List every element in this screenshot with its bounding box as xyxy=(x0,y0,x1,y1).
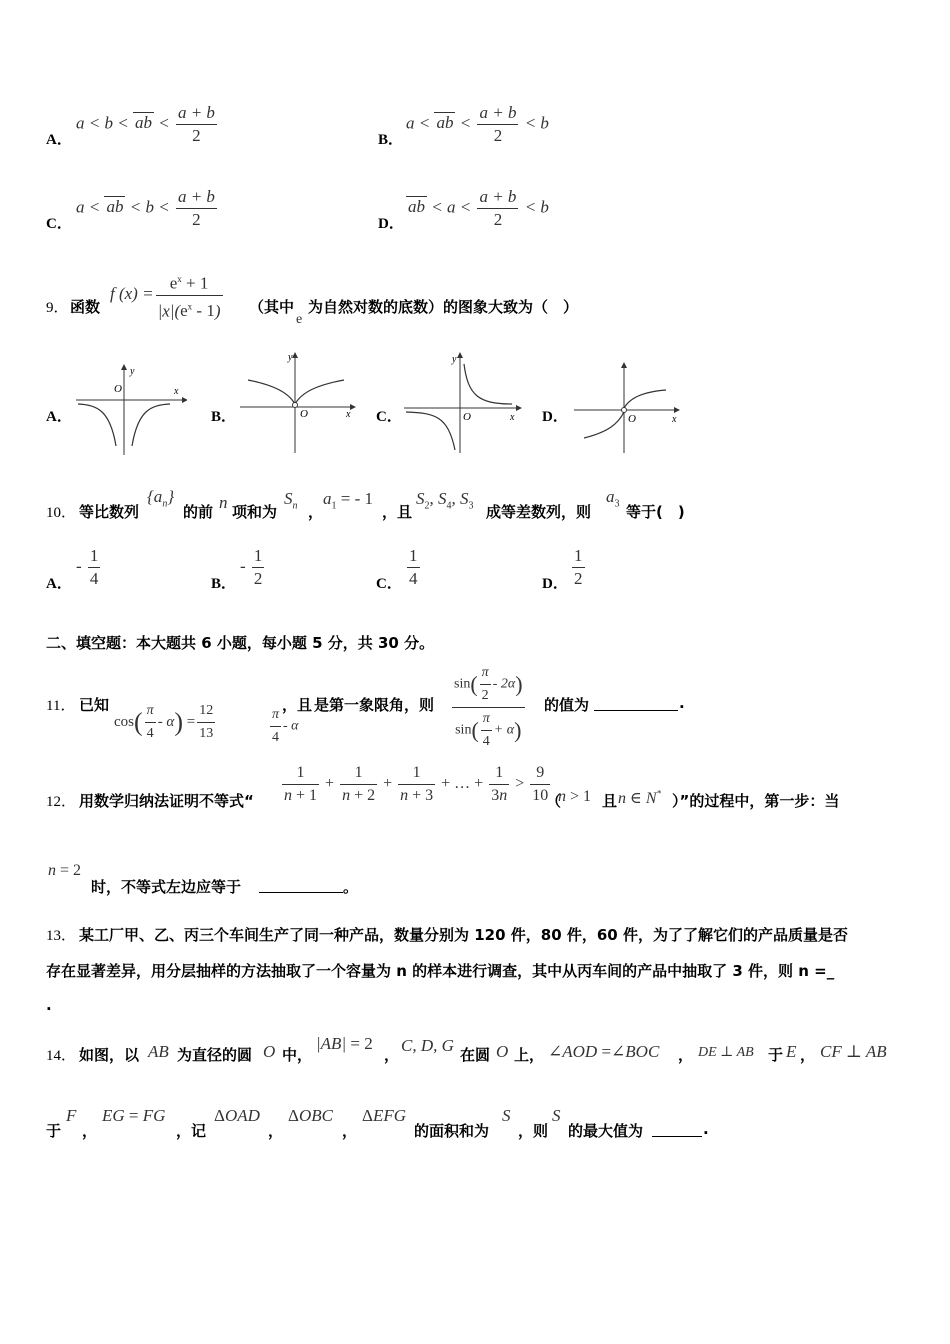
q10-text-5: ，且 xyxy=(382,503,413,521)
q14-s-2: S xyxy=(552,1106,561,1125)
q9-option-a-label: A． xyxy=(46,409,72,425)
q9-option-b-label: B． xyxy=(211,409,237,425)
q12-n-gt-1: n > 1 xyxy=(558,788,592,805)
q14-text-3: 中， xyxy=(282,1046,313,1064)
q14-text-1: 如图，以 xyxy=(79,1046,140,1064)
q10-option-a-value: - $\frac{1}{4}$ xyxy=(76,546,99,588)
q14-f: F xyxy=(66,1106,77,1125)
q10-text-1: 等比数列 xyxy=(79,503,140,521)
q14-cdg: C, D, G xyxy=(401,1036,454,1055)
svg-text:x: x xyxy=(346,409,351,420)
q9-number: 9． xyxy=(46,300,69,316)
q10-option-c-value: $\frac{1}{4}$ xyxy=(409,546,418,588)
q14-number: 14． xyxy=(46,1048,77,1064)
svg-text:O: O xyxy=(628,413,636,425)
q10-text-2: 的前 xyxy=(183,503,214,521)
q14-ab: AB xyxy=(148,1042,169,1061)
q14-e: E xyxy=(786,1042,797,1061)
q8-option-a-formula: a < b < ab < $\frac{a + b}{2}$ xyxy=(76,103,215,145)
q9-text-pre: 函数 xyxy=(70,298,101,316)
q14-text-11: ， xyxy=(82,1122,98,1140)
q10-s2s4s3: $S_2$, $S_4$, $S_3$ xyxy=(416,489,474,512)
q14-text-9: ， xyxy=(800,1046,816,1064)
q14-cf-perp-ab: CF ⊥ AB xyxy=(820,1042,887,1061)
q14-text-17: 的最大值为 xyxy=(568,1122,644,1140)
q13-line-2: 存在显著差异，用分层抽样的方法抽取了一个容量为 n 的样本进行调查，其中从丙车间的产品中抽取了 3 件，则 n =_ xyxy=(46,962,835,980)
q14-s: S xyxy=(502,1106,511,1125)
q10-text-6: 成等差数列，则 xyxy=(486,503,592,521)
svg-text:O: O xyxy=(114,383,122,395)
q12-inequality: $\frac{1}{n + 1}$ + $\frac{1}{n + 2}$ + $\frac{1}{n + 3}$ + … + $\frac{1}{3n}$ > $\frac{9}{10}$ xyxy=(284,764,549,804)
q14-answer-blank[interactable] xyxy=(652,1122,702,1137)
q9-text-post-a: （其中 xyxy=(249,298,295,316)
q14-text-16: ，则 xyxy=(518,1122,549,1140)
q8-option-b-label: B． xyxy=(378,132,404,148)
svg-text:y: y xyxy=(288,352,293,363)
q9-option-d-label: D． xyxy=(542,409,568,425)
q14-text-12: ，记 xyxy=(176,1122,207,1140)
q11-text-2: ，且 xyxy=(282,696,313,714)
q11-answer-blank[interactable] xyxy=(594,696,678,711)
q9-text-post-b: 为自然对数的底数）的图象大致为（ ） xyxy=(308,298,579,316)
q9-graph-d xyxy=(570,360,685,455)
q11-text-3: 是第一象限角，则 xyxy=(314,696,435,714)
q14-text-14: ， xyxy=(342,1122,358,1140)
q12-text-1: 用数学归纳法证明不等式“ xyxy=(79,792,254,810)
q14-text-6: 上， xyxy=(514,1046,545,1064)
question-14-line-1 xyxy=(46,1032,916,1072)
q12-text-2: （ xyxy=(546,792,562,810)
q10-number: 10． xyxy=(46,505,77,521)
q14-text-8: 于 xyxy=(768,1046,784,1064)
q14-triangle-efg: ΔEFG xyxy=(362,1106,406,1125)
q10-option-c-label: C． xyxy=(376,576,402,592)
q9-function-formula: f (x) = $\frac{e^x + 1}{|x|(e^x - 1)}$ xyxy=(110,268,225,322)
q11-number: 11． xyxy=(46,698,76,714)
q9-graph-a xyxy=(72,362,187,457)
q10-option-b-value: - $\frac{1}{2}$ xyxy=(240,546,263,588)
q10-text-3: 项和为 xyxy=(232,503,278,521)
q13-line-3: . xyxy=(46,996,52,1014)
q12-text-6: 。 xyxy=(343,878,359,896)
q10-sn: $S_n$ xyxy=(284,489,298,512)
q14-text-7: ， xyxy=(678,1046,694,1064)
q10-a1: $a_1$ = - 1 xyxy=(323,489,373,512)
q14-triangle-oad: ΔOAD xyxy=(214,1106,260,1125)
q14-o: O xyxy=(263,1042,276,1061)
q9-graph-c xyxy=(400,350,525,455)
q12-answer-blank[interactable] xyxy=(259,878,343,893)
q10-seq-an: $\{a_n\}$ xyxy=(147,487,175,510)
q14-text-15: 的面积和为 xyxy=(414,1122,490,1140)
q12-text-5: 时，不等式左边应等于 xyxy=(91,878,242,896)
svg-text:O: O xyxy=(300,408,308,420)
svg-text:y: y xyxy=(452,354,457,365)
question-13 xyxy=(46,924,916,1024)
q14-text-5: 在圆 xyxy=(460,1046,491,1064)
q13-number: 13． xyxy=(46,928,77,944)
q8-option-d-formula: ab < a < $\frac{a + b}{2}$ < b xyxy=(408,187,549,229)
q14-angle-eq: ∠AOD =∠BOC xyxy=(548,1042,660,1061)
q10-option-b-label: B． xyxy=(211,576,237,592)
q14-eg-eq-fg: EG = FG xyxy=(102,1106,166,1125)
q11-cos-condition: cos( $\frac{\pi}{4}$ - α) = $\frac{12}{13}$ xyxy=(114,700,217,745)
svg-text:x: x xyxy=(672,414,677,425)
q10-option-d-label: D． xyxy=(542,576,568,592)
q14-text-18: . xyxy=(703,1120,709,1138)
question-11 xyxy=(46,660,906,750)
q11-ratio-formula: sin( $\frac{\pi}{2}$ - 2α) sin( $\frac{\pi}{4}$ + α) xyxy=(450,662,527,753)
q8-option-b-formula: a < ab < $\frac{a + b}{2}$ < b xyxy=(406,103,549,145)
q11-text-1: 已知 xyxy=(79,696,110,714)
q9-graph-b xyxy=(238,350,358,455)
q8-option-a-label: A． xyxy=(46,132,72,148)
question-14-line-2 xyxy=(46,1104,916,1144)
q9-option-c-label: C． xyxy=(376,409,402,425)
svg-text:x: x xyxy=(174,386,179,397)
q8-option-d-label: D． xyxy=(378,216,404,232)
q12-n-eq-2: n = 2 xyxy=(48,862,82,879)
q14-o-2: O xyxy=(496,1042,509,1061)
q11-angle: $\frac{\pi}{4}$ - α xyxy=(268,704,299,749)
q11-text-5: . xyxy=(679,694,685,712)
q14-de-perp-ab: DE ⊥ AB xyxy=(698,1045,754,1060)
svg-text:y: y xyxy=(130,366,135,377)
question-10 xyxy=(46,485,906,525)
q14-text-4: ， xyxy=(384,1046,400,1064)
q12-text-3: 且 xyxy=(602,792,618,810)
q10-a3: $a_3$ xyxy=(606,487,620,510)
q14-text-10: 于 xyxy=(46,1122,62,1140)
q14-text-2: 为直径的圆 xyxy=(177,1046,253,1064)
question-12 xyxy=(46,760,906,840)
q14-text-13: ， xyxy=(268,1122,284,1140)
svg-text:x: x xyxy=(510,412,515,423)
q12-number: 12． xyxy=(46,794,77,810)
q12-n-in-nstar: n ∈ N* xyxy=(618,788,662,807)
q10-text-4: ， xyxy=(308,503,324,521)
q11-text-4: 的值为 xyxy=(544,696,590,714)
svg-text:O: O xyxy=(463,411,471,423)
q10-option-a-label: A． xyxy=(46,576,72,592)
section-2-heading: 二、填空题：本大题共 6 小题，每小题 5 分，共 30 分。 xyxy=(46,634,435,652)
q8-option-c-formula: a < ab < b < $\frac{a + b}{2}$ xyxy=(76,187,215,229)
q8-option-c-label: C． xyxy=(46,216,72,232)
q13-line-1: 某工厂甲、乙、丙三个车间生产了同一种产品，数量分别为 120 件，80 件，60 件，为了了解它们的产品质量是否 xyxy=(79,926,848,944)
q14-ab-eq-2: |AB| = 2 xyxy=(316,1034,373,1053)
q10-n: n xyxy=(219,493,228,512)
q9-e-symbol: e xyxy=(296,312,303,327)
q10-text-7: 等于( ) xyxy=(626,503,685,521)
q12-text-4: ）”的过程中，第一步：当 xyxy=(672,792,840,810)
q10-option-d-value: $\frac{1}{2}$ xyxy=(574,546,583,588)
q14-triangle-obc: ΔOBC xyxy=(288,1106,333,1125)
